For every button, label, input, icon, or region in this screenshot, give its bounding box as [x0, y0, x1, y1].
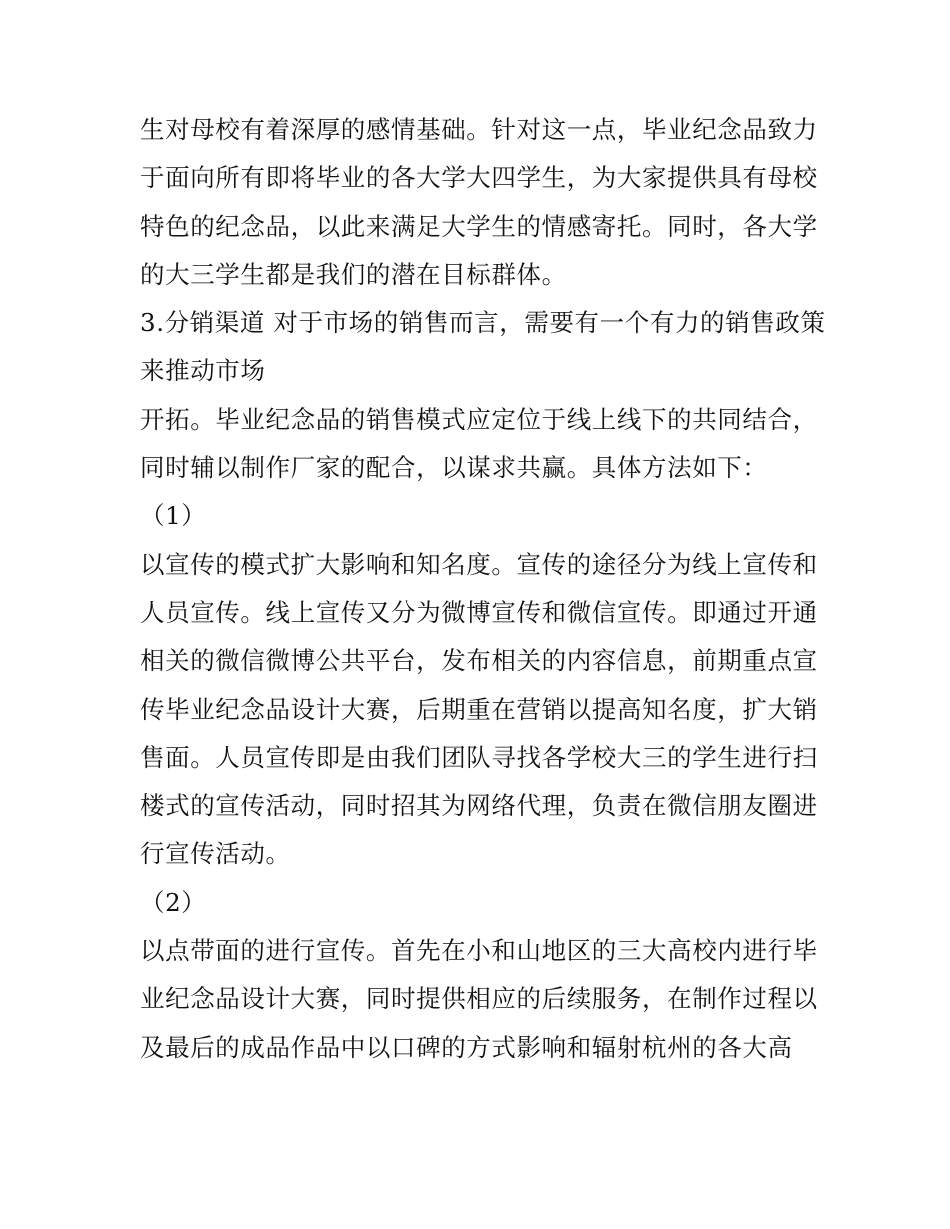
text-line: 同时辅以制作厂家的配合，以谋求共赢。具体方法如下：	[140, 453, 768, 483]
text-line: 以点带面的进行宣传。首先在小和山地区的三大高校内进行毕	[140, 936, 818, 966]
text-line: 售面。人员宣传即是由我们团队寻找各学校大三的学生进行扫	[140, 742, 818, 772]
text-line: 行宣传活动。	[140, 839, 291, 869]
text-line: 业纪念品设计大赛，同时提供相应的后续服务，在制作过程以	[140, 984, 818, 1014]
text-line: 以宣传的模式扩大影响和知名度。宣传的途径分为线上宣传和	[140, 549, 818, 579]
text-line: 人员宣传。线上宣传又分为微博宣传和微信宣传。即通过开通	[140, 597, 818, 627]
text-line: 及最后的成品作品中以口碑的方式影响和辐射杭州的各大高	[140, 1032, 793, 1062]
text-line: 来推动市场	[140, 356, 266, 386]
body-text	[140, 106, 830, 1072]
text-line: 的大三学生都是我们的潜在目标群体。	[140, 259, 567, 289]
text-line: 生对母校有着深厚的感情基础。针对这一点，毕业纪念品致力	[140, 115, 818, 144]
text-line: 特色的纪念品，以此来满足大学生的情感寄托。同时，各大学	[140, 211, 818, 241]
list-marker: （1）	[140, 501, 207, 531]
text-line: 相关的微信微博公共平台，发布相关的内容信息，前期重点宣	[140, 646, 818, 676]
text-line: 传毕业纪念品设计大赛，后期重在营销以提高知名度，扩大销	[140, 694, 818, 724]
text-line: 楼式的宣传活动，同时招其为网络代理，负责在微信朋友圈进	[140, 791, 818, 821]
list-marker: （2）	[140, 887, 207, 917]
text-line: 开拓。毕业纪念品的销售模式应定位于线上线下的共同结合，	[140, 404, 818, 434]
section-heading: 3.分销渠道 对于市场的销售而言，需要有一个有力的销售政策	[140, 308, 826, 338]
text-line: 于面向所有即将毕业的各大学大四学生，为大家提供具有母校	[140, 163, 818, 193]
